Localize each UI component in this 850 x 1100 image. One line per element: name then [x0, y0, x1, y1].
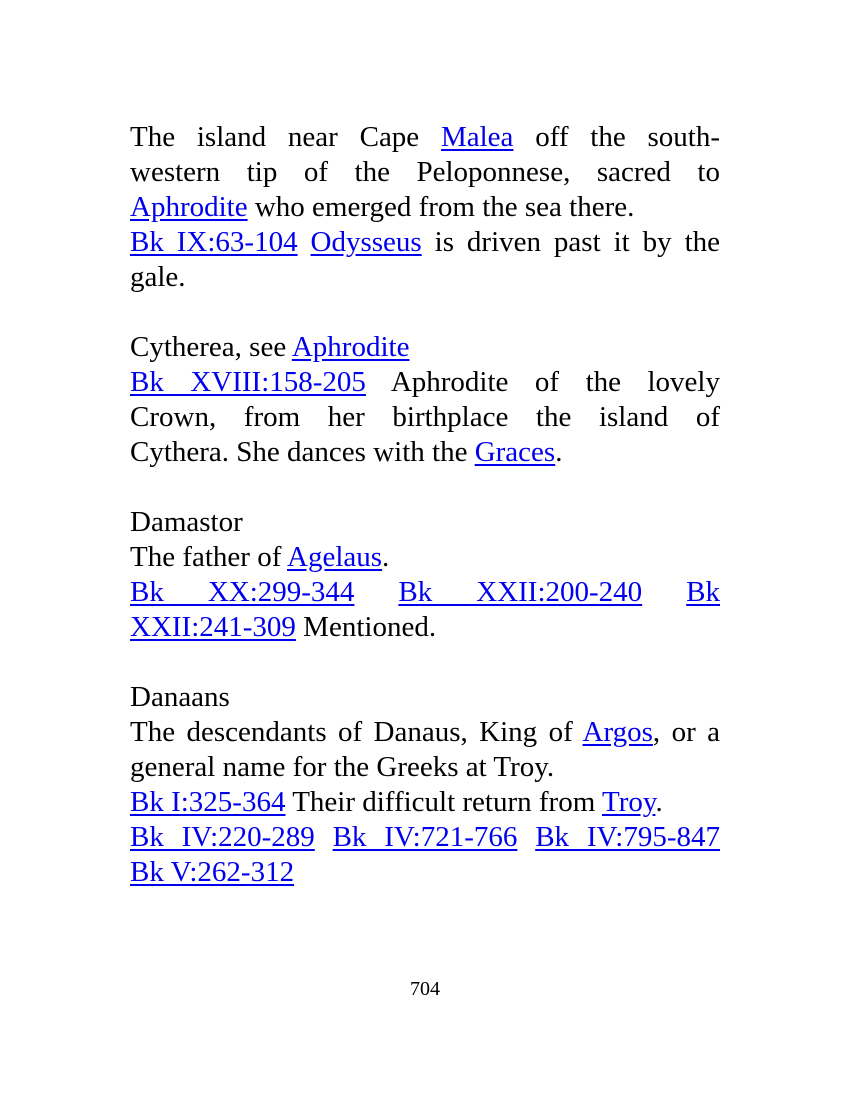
- text: general name for the Greeks at Troy.: [130, 751, 555, 783]
- text: off the south-: [535, 121, 720, 153]
- entry-line: [130, 435, 720, 470]
- link-troy[interactable]: Troy: [602, 786, 656, 818]
- entry-line: [130, 785, 720, 820]
- entry-heading: Damastor: [130, 506, 243, 538]
- link-agelaus[interactable]: Agelaus: [287, 541, 383, 573]
- entry-line: [130, 750, 720, 785]
- text: , or a: [652, 716, 720, 748]
- text: Their difficult return from: [292, 786, 596, 818]
- entry-danaans: [130, 680, 720, 890]
- document-page: [130, 120, 720, 925]
- entry-line: [130, 155, 720, 190]
- link-graces[interactable]: Graces: [474, 436, 556, 468]
- text: Cytherea, see: [130, 331, 287, 363]
- link-bk-xxii-200-240[interactable]: Bk XXII:200-240: [398, 576, 643, 608]
- link-bk-ix-63-104[interactable]: Bk IX:63-104: [130, 226, 298, 258]
- entry-damastor: [130, 505, 720, 645]
- text: gale.: [130, 261, 186, 293]
- link-bk-iv-220-289[interactable]: Bk IV:220-289: [130, 821, 315, 853]
- text: The island near Cape: [130, 121, 420, 153]
- link-aphrodite[interactable]: Aphrodite: [291, 331, 410, 363]
- link-bk-xviii-158-205[interactable]: Bk XVIII:158-205: [130, 366, 366, 398]
- link-bk-iv-721-766[interactable]: Bk IV:721-766: [332, 821, 518, 853]
- entry-line: [130, 715, 720, 750]
- text: who emerged from the sea there.: [254, 191, 635, 223]
- text: .: [655, 786, 663, 818]
- entry-cythera: [130, 120, 720, 295]
- text: The father of: [130, 541, 282, 573]
- link-bk-i-325-364[interactable]: Bk I:325-364: [130, 786, 286, 818]
- link-malea[interactable]: Malea: [440, 121, 514, 153]
- text: .: [382, 541, 390, 573]
- text: is driven past it by the: [434, 226, 720, 258]
- link-bk-xxii-241-309[interactable]: Bk: [686, 576, 720, 608]
- entry-line: [130, 400, 720, 435]
- entry-line: [130, 120, 720, 155]
- link-bk-xxii-241-309-cont[interactable]: XXII:241-309: [130, 611, 296, 643]
- entry-line: [130, 610, 720, 645]
- link-bk-xx-299-344[interactable]: Bk XX:299-344: [130, 576, 355, 608]
- link-bk-v-262-312[interactable]: Bk V:262-312: [130, 856, 295, 888]
- entry-heading: [130, 330, 720, 365]
- entry-line: [130, 820, 720, 855]
- link-odysseus[interactable]: Odysseus: [310, 226, 422, 258]
- text: Crown, from her birthplace the island of: [130, 401, 720, 433]
- entry-line: [130, 225, 720, 260]
- entry-line: [130, 575, 720, 610]
- text: Aphrodite of the lovely: [390, 366, 720, 398]
- link-aphrodite[interactable]: Aphrodite: [130, 191, 248, 223]
- text: western tip of the Peloponnese, sacred to: [130, 156, 720, 188]
- text: .: [555, 436, 563, 468]
- link-bk-iv-795-847[interactable]: Bk IV:795-847: [535, 821, 720, 853]
- text: The descendants of Danaus, King of: [130, 716, 573, 748]
- link-argos[interactable]: Argos: [582, 716, 653, 748]
- entry-line: [130, 540, 720, 575]
- text: Cythera. She dances with the: [130, 436, 468, 468]
- entry-cytherea: [130, 330, 720, 470]
- text: Mentioned.: [303, 611, 437, 643]
- entry-line: [130, 365, 720, 400]
- entry-line: [130, 190, 720, 225]
- page-number: 704: [410, 978, 440, 1000]
- entry-heading: Danaans: [130, 681, 230, 713]
- entry-line: [130, 855, 720, 890]
- entry-line: [130, 260, 720, 295]
